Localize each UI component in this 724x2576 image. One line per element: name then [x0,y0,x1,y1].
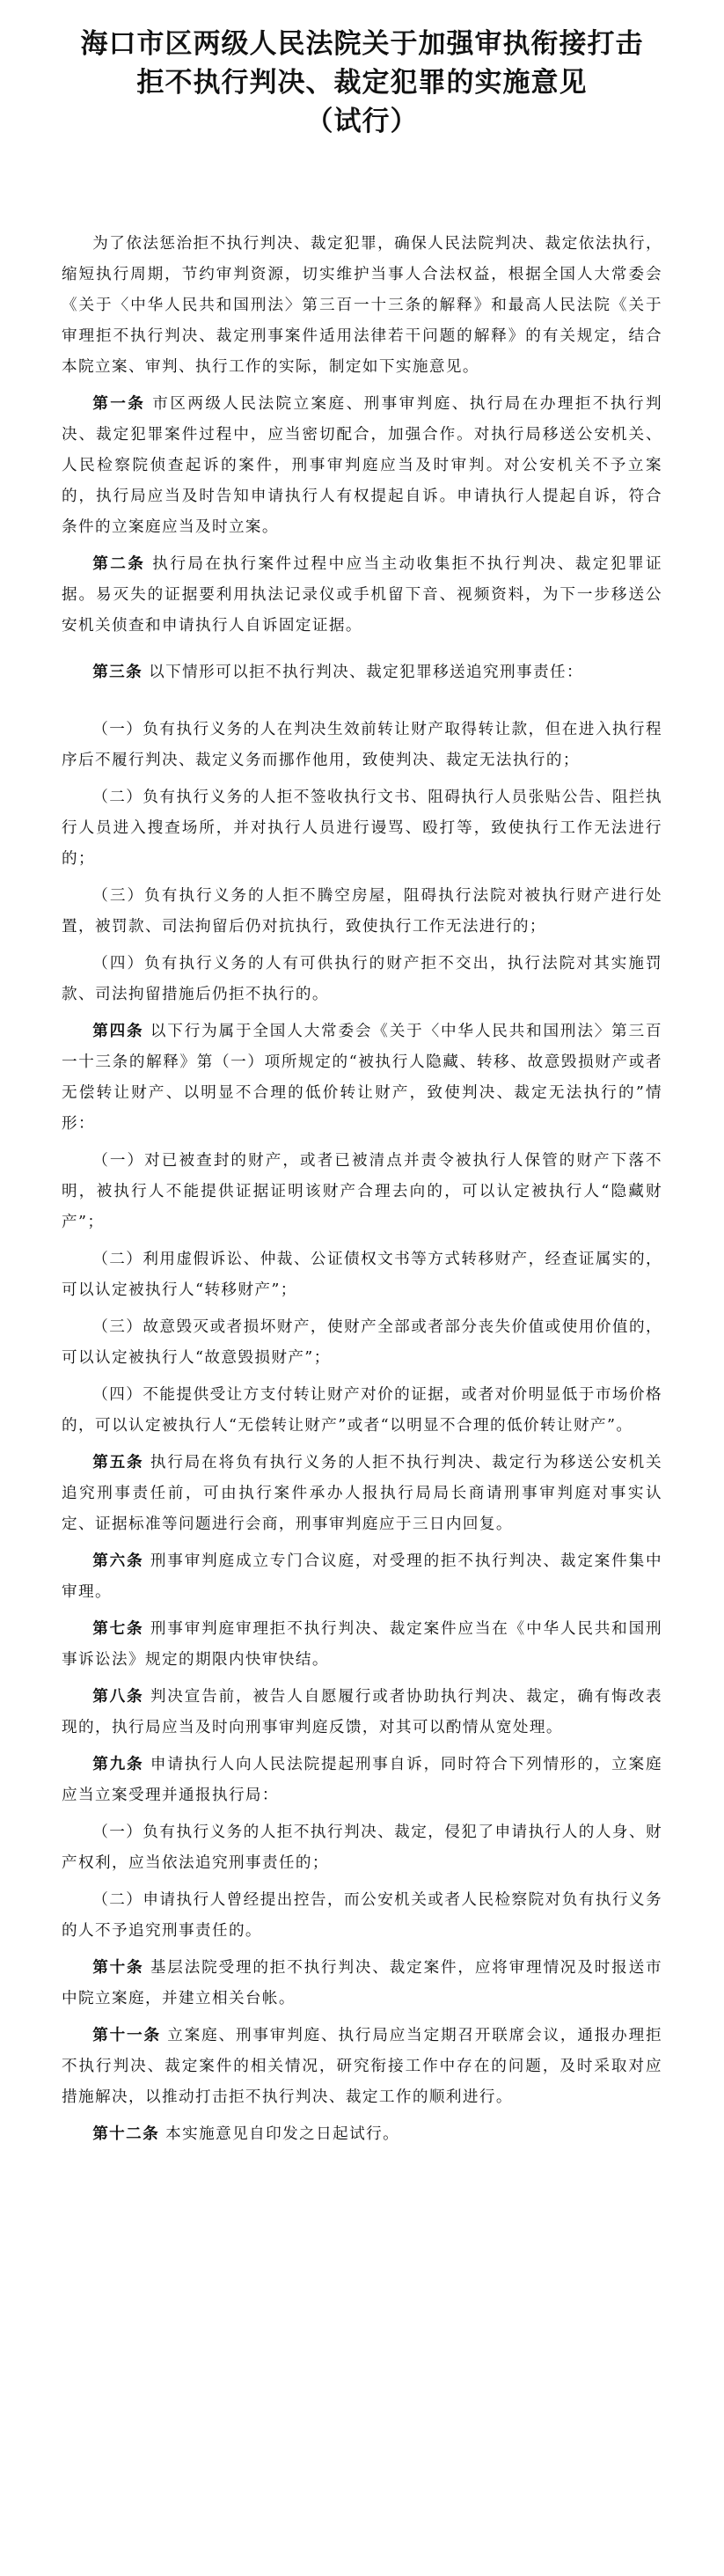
article-3-item-3: （三）负有执行义务的人拒不腾空房屋，阻碍执行法院对被执行财产进行处置，被罚款、司法拘留后仍对抗执行，致使执行工作无法进行的； [62,887,662,936]
article-5 [62,1448,662,1540]
article-label: 第六条 [92,1552,144,1570]
article-2 [62,549,662,642]
article-label: 第八条 [92,1688,144,1706]
article-9-item-2: （二）申请执行人曾经提出控告，而公安机关或者人民检察院对负有执行义务的人不予追究刑事责任的。 [62,1891,662,1940]
article-9-item-1: （一）负有执行义务的人拒不执行判决、裁定，侵犯了申请执行人的人身、财产权利，应当依法追究刑事责任的； [62,1824,662,1872]
article-4-item-4: （四）不能提供受让方支付转让财产对价的证据，或者对价明显低于市场价格的，可以认定被执行人“无偿转让财产”或者“以明显不合理的低价转让财产”。 [62,1386,662,1435]
article-8 [62,1682,662,1743]
article-text: 本实施意见自印发之日起试行。 [165,2125,400,2143]
article-3 [62,657,662,688]
article-10 [62,1953,662,2015]
article-4-item-2: （二）利用虚假诉讼、仲裁、公证债权文书等方式转移财产，经查证属实的，可以认定被执行人“转移财产”； [62,1251,662,1299]
article-text: 以下情形可以拒不执行判决、裁定犯罪移送追究刑事责任： [149,664,584,681]
title-line-3: （试行） [305,106,419,137]
article-label: 第七条 [92,1620,144,1638]
article-3-item-1: （一）负有执行义务的人在判决生效前转让财产取得转让款，但在进入执行程序后不履行判决、裁定义务而挪作他用，致使判决、裁定无法执行的； [62,721,662,769]
article-text: 判决宣告前，被告人自愿履行或者协助执行判决、裁定，确有悔改表现的，执行局应当及时向刑事审判庭反馈，对其可以酌情从宽处理。 [62,1688,662,1736]
article-label: 第十二条 [92,2125,160,2143]
article-label: 第九条 [92,1756,144,1773]
document-title [62,25,662,141]
article-label: 第二条 [92,555,146,573]
article-text: 立案庭、刑事审判庭、执行局应当定期召开联席会议，通报办理拒不执行判决、裁定案件的相关情况，研究衔接工作中存在的问题，及时采取对应措施解决，以推动打击拒不执行判决、裁定工作的顺利进行。 [62,2027,662,2106]
article-3-item-4: （四）负有执行义务的人有可供执行的财产拒不交出，执行法院对其实施罚款、司法拘留措施后仍拒不执行的。 [62,955,662,1003]
article-3-item-2: （二）负有执行义务的人拒不签收执行文书、阻碍执行人员张贴公告、阻拦执行人员进入搜查场所，并对执行人员进行谩骂、殴打等，致使执行工作无法进行的； [62,789,662,868]
article-label: 第十一条 [92,2027,161,2044]
article-text: 执行局在将负有执行义务的人拒不执行判决、裁定行为移送公安机关追究刑事责任前，可由执行案件承办人报执行局局长商请刑事审判庭对事实认定、证据标准等问题进行会商，刑事审判庭应于三日内回复。 [62,1454,662,1533]
article-4 [62,1016,662,1140]
document-body [62,229,662,2150]
article-11 [62,2021,662,2113]
article-text: 刑事审判庭成立专门合议庭，对受理的拒不执行判决、裁定案件集中审理。 [62,1552,662,1601]
article-text: 以下行为属于全国人大常委会《关于〈中华人民共和国刑法〉第三百一十三条的解释》第（一）项所规定的“被执行人隐藏、转移、故意毁损财产或者无偿转让财产、以明显不合理的低价转让财产，致使判决、裁定无法执行的”情形： [62,1023,662,1133]
article-6 [62,1546,662,1608]
article-label: 第四条 [92,1023,144,1040]
article-text: 基层法院受理的拒不执行判决、裁定案件，应将审理情况及时报送市中院立案庭，并建立相关台帐。 [62,1959,662,2007]
article-4-item-1: （一）对已被查封的财产，或者已被清点并责令被执行人保管的财产下落不明，被执行人不能提供证据证明该财产合理去向的，可以认定被执行人“隐藏财产”； [62,1152,662,1231]
article-9 [62,1750,662,1811]
article-text: 刑事审判庭审理拒不执行判决、裁定案件应当在《中华人民共和国刑事诉讼法》规定的期限内快审快结。 [62,1620,662,1669]
article-7 [62,1614,662,1676]
article-label: 第五条 [92,1454,144,1471]
title-line-1: 海口市区两级人民法院关于加强审执衔接打击 [80,28,644,60]
article-text: 市区两级人民法院立案庭、刑事审判庭、执行局在办理拒不执行判决、裁定犯罪案件过程中，应当密切配合，加强合作。对执行局移送公安机关、人民检察院侦查起诉的案件，刑事审判庭应当及时审判。对公安机关不予立案的，执行局应当及时告知申请执行人有权提起自诉。申请执行人提起自诉，符合条件的立案庭应当及时立案。 [62,395,662,536]
article-4-item-3: （三）故意毁灭或者损坏财产，使财产全部或者部分丧失价值或使用价值的，可以认定被执行人“故意毁损财产”； [62,1318,662,1367]
article-1 [62,389,662,543]
title-line-2: 拒不执行判决、裁定犯罪的实施意见 [136,67,588,99]
article-label: 第十条 [92,1959,144,1977]
article-text: 申请执行人向人民法院提起刑事自诉，同时符合下列情形的，立案庭应当立案受理并通报执行局： [62,1756,662,1804]
preamble-paragraph: 为了依法惩治拒不执行判决、裁定犯罪，确保人民法院判决、裁定依法执行，缩短执行周期，节约审判资源，切实维护当事人合法权益，根据全国人大常委会《关于〈中华人民共和国刑法〉第三百一十三条的解释》和最高人民法院《关于审理拒不执行判决、裁定刑事案件适用法律若干问题的解释》的有关规定，结合本院立案、审判、执行工作的实际，制定如下实施意见。 [62,235,662,376]
article-label: 第三条 [92,664,143,681]
article-label: 第一条 [92,395,146,413]
article-12 [62,2119,662,2150]
article-text: 执行局在执行案件过程中应当主动收集拒不执行判决、裁定犯罪证据。易灭失的证据要利用执法记录仪或手机留下音、视频资料，为下一步移送公安机关侦查和申请执行人自诉固定证据。 [62,555,662,635]
